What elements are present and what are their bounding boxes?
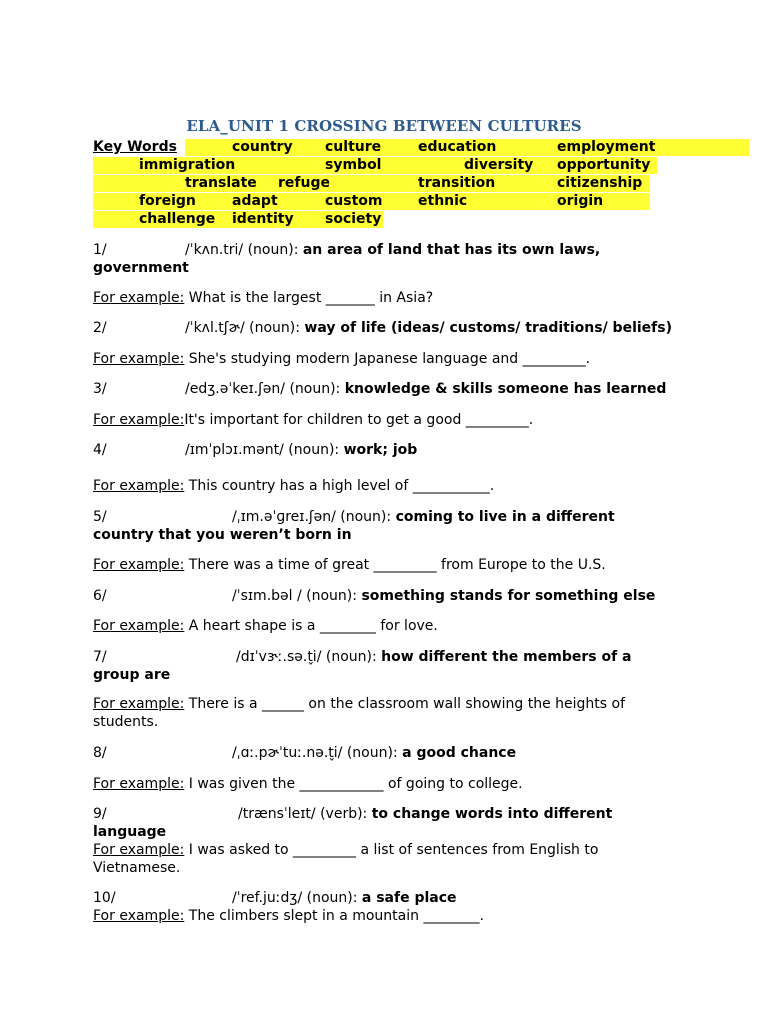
key-word: refuge [278, 175, 330, 191]
entry-number: 1/ [93, 242, 107, 258]
phonetic: /ˈref.juːdʒ/ (noun): [232, 890, 362, 906]
key-word: identity [232, 211, 294, 227]
key-word: ethnic [418, 193, 468, 209]
definition: an area of land that has its own laws, [302, 242, 601, 258]
definition: to change words into different [371, 806, 613, 822]
key-word: opportunity [557, 157, 651, 173]
example-sentence [93, 775, 653, 793]
definition-continued: country that you weren’t born in [93, 527, 352, 543]
entry-number: 8/ [93, 745, 107, 761]
key-word: translate [185, 175, 257, 191]
vocab-entry [93, 508, 683, 544]
key-word: diversity [464, 157, 534, 173]
entry-number: 2/ [93, 320, 107, 336]
example-text-continued: Vietnamese. [93, 860, 181, 876]
entry-headline [232, 587, 655, 605]
entry-number: 7/ [93, 649, 107, 665]
definition: work; job [343, 442, 418, 458]
example-label: For example: [93, 618, 185, 634]
example-text: The climbers slept in a mountain ________. [184, 908, 484, 924]
example-sentence [93, 695, 653, 731]
key-word: transition [418, 175, 496, 191]
example-sentence [93, 411, 653, 429]
example-text: It's important for children to get a good _________. [184, 412, 534, 428]
example-text: I was asked to _________ a list of sentences from English to [184, 842, 599, 858]
entry-number: 9/ [93, 806, 107, 822]
example-sentence [93, 556, 653, 574]
definition-continued: group are [93, 667, 171, 683]
key-word: immigration [139, 157, 236, 173]
vocab-entry [93, 889, 683, 907]
vocab-entry [93, 241, 683, 277]
example-text-continued: students. [93, 714, 159, 730]
entry-headline [238, 805, 612, 823]
example-text: There was a time of great _________ from Europe to the U.S. [184, 557, 606, 573]
example-text: This country has a high level of ___________. [184, 478, 495, 494]
key-word: foreign [139, 193, 196, 209]
example-text: A heart shape is a ________ for love. [184, 618, 438, 634]
entry-headline [185, 380, 666, 398]
key-word: origin [557, 193, 604, 209]
entry-headline [185, 441, 417, 459]
example-label: For example: [93, 842, 185, 858]
entry-headline [232, 889, 457, 907]
example-text: There is a ______ on the classroom wall showing the heights of [184, 696, 625, 712]
vocab-entry [93, 380, 683, 398]
phonetic: /trænsˈleɪt/ (verb): [238, 806, 372, 822]
example-sentence [93, 907, 653, 925]
key-word: society [325, 211, 382, 227]
example-label: For example: [93, 557, 185, 573]
example-label: For example: [93, 412, 185, 428]
vocab-entry [93, 648, 683, 684]
example-label: For example: [93, 696, 185, 712]
definition-continued: government [93, 260, 189, 276]
example-text: What is the largest _______ in Asia? [184, 290, 434, 306]
entry-headline [185, 319, 672, 337]
example-text: She's studying modern Japanese language and _________. [184, 351, 591, 367]
key-word: citizenship [557, 175, 643, 191]
example-label: For example: [93, 290, 185, 306]
vocab-entry [93, 587, 683, 605]
definition: way of life (ideas/ customs/ traditions/ beliefs) [304, 320, 672, 336]
phonetic: /ˌɪm.əˈɡreɪ.ʃən/ (noun): [232, 509, 396, 525]
key-word: employment [557, 139, 656, 155]
entry-number: 3/ [93, 381, 107, 397]
key-word: education [418, 139, 497, 155]
example-label: For example: [93, 908, 185, 924]
entry-headline [185, 241, 600, 259]
definition: something stands for something else [361, 588, 656, 604]
definition: how different the members of a [381, 649, 632, 665]
definition: knowledge & skills someone has learned [344, 381, 667, 397]
vocab-entry [93, 805, 683, 841]
key-word: custom [325, 193, 383, 209]
key-word: challenge [139, 211, 216, 227]
key-word: symbol [325, 157, 382, 173]
entry-number: 10/ [93, 890, 116, 906]
key-word: culture [325, 139, 382, 155]
vocab-entry [93, 744, 683, 762]
page-title: ELA_UNIT 1 CROSSING BETWEEN CULTURES [186, 117, 582, 135]
entry-number: 5/ [93, 509, 107, 525]
example-sentence [93, 477, 653, 495]
definition: a good chance [402, 745, 517, 761]
definition: coming to live in a different [395, 509, 615, 525]
example-sentence [93, 841, 653, 877]
phonetic: /ɪmˈplɔɪ.mənt/ (noun): [185, 442, 344, 458]
key-words-label: Key Words [93, 139, 177, 155]
key-word: country [232, 139, 293, 155]
definition: a safe place [361, 890, 457, 906]
entry-number: 6/ [93, 588, 107, 604]
phonetic: /edʒ.əˈkeɪ.ʃən/ (noun): [185, 381, 345, 397]
vocab-entry [93, 319, 683, 337]
entry-headline [232, 744, 516, 762]
entry-headline [232, 508, 615, 526]
entry-number: 4/ [93, 442, 107, 458]
phonetic: /ˈkʌl.tʃɚ/ (noun): [185, 320, 305, 336]
phonetic: /ˈsɪm.bəl / (noun): [232, 588, 362, 604]
vocab-entry [93, 441, 683, 459]
phonetic: /ˌɑː.pɚˈtuː.nə.t̬i/ (noun): [232, 745, 403, 761]
example-sentence [93, 289, 653, 307]
example-label: For example: [93, 776, 185, 792]
key-word: adapt [232, 193, 278, 209]
example-text: I was given the ____________ of going to college. [184, 776, 523, 792]
example-sentence [93, 617, 653, 635]
example-label: For example: [93, 478, 185, 494]
phonetic: /ˈkʌn.tri/ (noun): [185, 242, 303, 258]
example-label: For example: [93, 351, 185, 367]
phonetic: /dɪˈvɝː.sə.t̬i/ (noun): [236, 649, 382, 665]
example-sentence [93, 350, 653, 368]
entry-headline [236, 648, 631, 666]
definition-continued: language [93, 824, 167, 840]
